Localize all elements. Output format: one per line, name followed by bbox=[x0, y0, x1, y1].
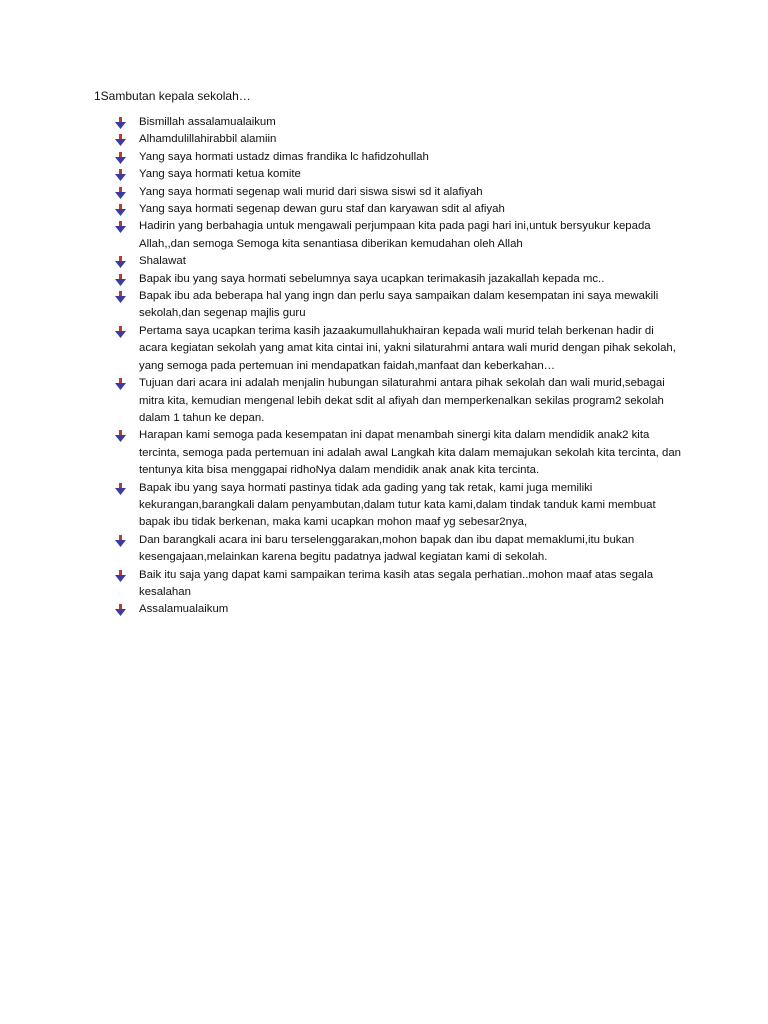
list-item-text: Alhamdulillahirabbil alamiin bbox=[139, 133, 277, 146]
list-item-text: Dan barangkali acara ini baru terselenggarakan,mohon bapak dan ibu dapat memaklumi,itu bukan kesengajaan,melainkan karena begitu padatnya jadwal kegiatan kami di sekolah. bbox=[139, 533, 635, 564]
down-arrow-bullet-icon bbox=[115, 274, 126, 286]
list-item bbox=[112, 253, 682, 270]
down-arrow-bullet-icon bbox=[115, 117, 126, 129]
list-item bbox=[112, 375, 682, 427]
down-arrow-bullet-icon bbox=[115, 483, 126, 495]
list-item-text: Yang saya hormati segenap dewan guru staf dan karyawan sdit al afiyah bbox=[139, 203, 505, 216]
list-item bbox=[112, 271, 682, 288]
list-item bbox=[112, 166, 682, 183]
list-item-text: Shalawat bbox=[139, 255, 186, 268]
list-item bbox=[112, 567, 682, 602]
list-item-text: Harapan kami semoga pada kesempatan ini dapat menambah sinergi kita dalam mendidik anak2 kita tercinta, semoga pada pertemuan ini adalah awal Langkah kita dalam memajukan sekolah kita tercinta, dan tentunya kita bisa menggapai ridhoNya dalam mendidik anak anak kita tercinta. bbox=[139, 429, 682, 477]
list-item-text: Assalamualaikum bbox=[139, 603, 229, 616]
list-item-text: Baik itu saja yang dapat kami sampaikan terima kasih atas segala perhatian..mohon maaf atas segala kesalahan bbox=[139, 568, 654, 598]
list-item bbox=[112, 131, 682, 148]
list-item-text: Yang saya hormati ketua komite bbox=[139, 168, 301, 181]
list-item-text: Bapak ibu yang saya hormati pastinya tidak ada gading yang tak retak, kami juga memiliki kekurangan,barangkali dalam penyambutan,dalam tutur kata kami,dalam tindak tanduk kami membuat bapak ibu tidak berkenan, maka kami ucapkan mohon maaf yg sebesar2nya, bbox=[139, 481, 656, 529]
down-arrow-bullet-icon bbox=[115, 256, 126, 268]
list-item bbox=[112, 201, 682, 218]
list-item-text: Bapak ibu ada beberapa hal yang ingn dan perlu saya sampaikan dalam kesempatan ini saya mewakili sekolah,dan segenap majlis guru bbox=[139, 290, 659, 320]
list-item bbox=[112, 114, 682, 131]
list-item bbox=[112, 218, 682, 253]
bullet-list bbox=[112, 114, 682, 619]
down-arrow-bullet-icon bbox=[115, 535, 126, 547]
list-item-text: Hadirin yang berbahagia untuk mengawali perjumpaan kita pada pagi hari ini,untuk bersyukur kepada Allah,,dan semoga Semoga kita senantiasa diberikan kemudahan oleh Allah bbox=[139, 220, 651, 250]
down-arrow-bullet-icon bbox=[115, 570, 126, 582]
down-arrow-bullet-icon bbox=[115, 221, 126, 233]
down-arrow-bullet-icon bbox=[115, 187, 126, 199]
down-arrow-bullet-icon bbox=[115, 204, 126, 216]
list-item bbox=[112, 532, 682, 567]
list-item-text: Bapak ibu yang saya hormati sebelumnya saya ucapkan terimakasih jazakallah kepada mc.. bbox=[139, 272, 605, 285]
document-title: 1Sambutan kepala sekolah… bbox=[94, 89, 251, 103]
list-item bbox=[112, 184, 682, 201]
list-item bbox=[112, 323, 682, 375]
list-item bbox=[112, 288, 682, 323]
list-item bbox=[112, 427, 682, 479]
list-item-text: Yang saya hormati ustadz dimas frandika lc hafidzohullah bbox=[139, 150, 429, 163]
down-arrow-bullet-icon bbox=[115, 291, 126, 303]
list-item-text: Tujuan dari acara ini adalah menjalin hubungan silaturahmi antara pihak sekolah dan wali murid,sebagai mitra kita, kemudian mengenal lebih dekat sdit al afiyah dan memperkenalkan sekilas program2 sekolah dalam 1 tahun ke depan. bbox=[139, 377, 665, 424]
list-item bbox=[112, 480, 682, 532]
list-item bbox=[112, 601, 682, 618]
down-arrow-bullet-icon bbox=[115, 430, 126, 442]
down-arrow-bullet-icon bbox=[115, 378, 126, 390]
list-item-text: Yang saya hormati segenap wali murid dari siswa siswi sd it alafiyah bbox=[139, 185, 483, 198]
down-arrow-bullet-icon bbox=[115, 152, 126, 164]
list-item-text: Bismillah assalamualaikum bbox=[139, 116, 276, 128]
down-arrow-bullet-icon bbox=[115, 326, 126, 338]
down-arrow-bullet-icon bbox=[115, 169, 126, 181]
down-arrow-bullet-icon bbox=[115, 134, 126, 146]
list-item bbox=[112, 149, 682, 166]
list-item-text: Pertama saya ucapkan terima kasih jazaakumullahukhairan kepada wali murid telah berkenan hadir di acara kegiatan sekolah yang amat kita cintai ini, yakni silaturahmi antara wali murid dengan pihak sekolah, yang semoga pada pertemuan ini mendapatkan faidah,manfaat dan keberkahan… bbox=[139, 324, 676, 372]
down-arrow-bullet-icon bbox=[115, 604, 126, 616]
